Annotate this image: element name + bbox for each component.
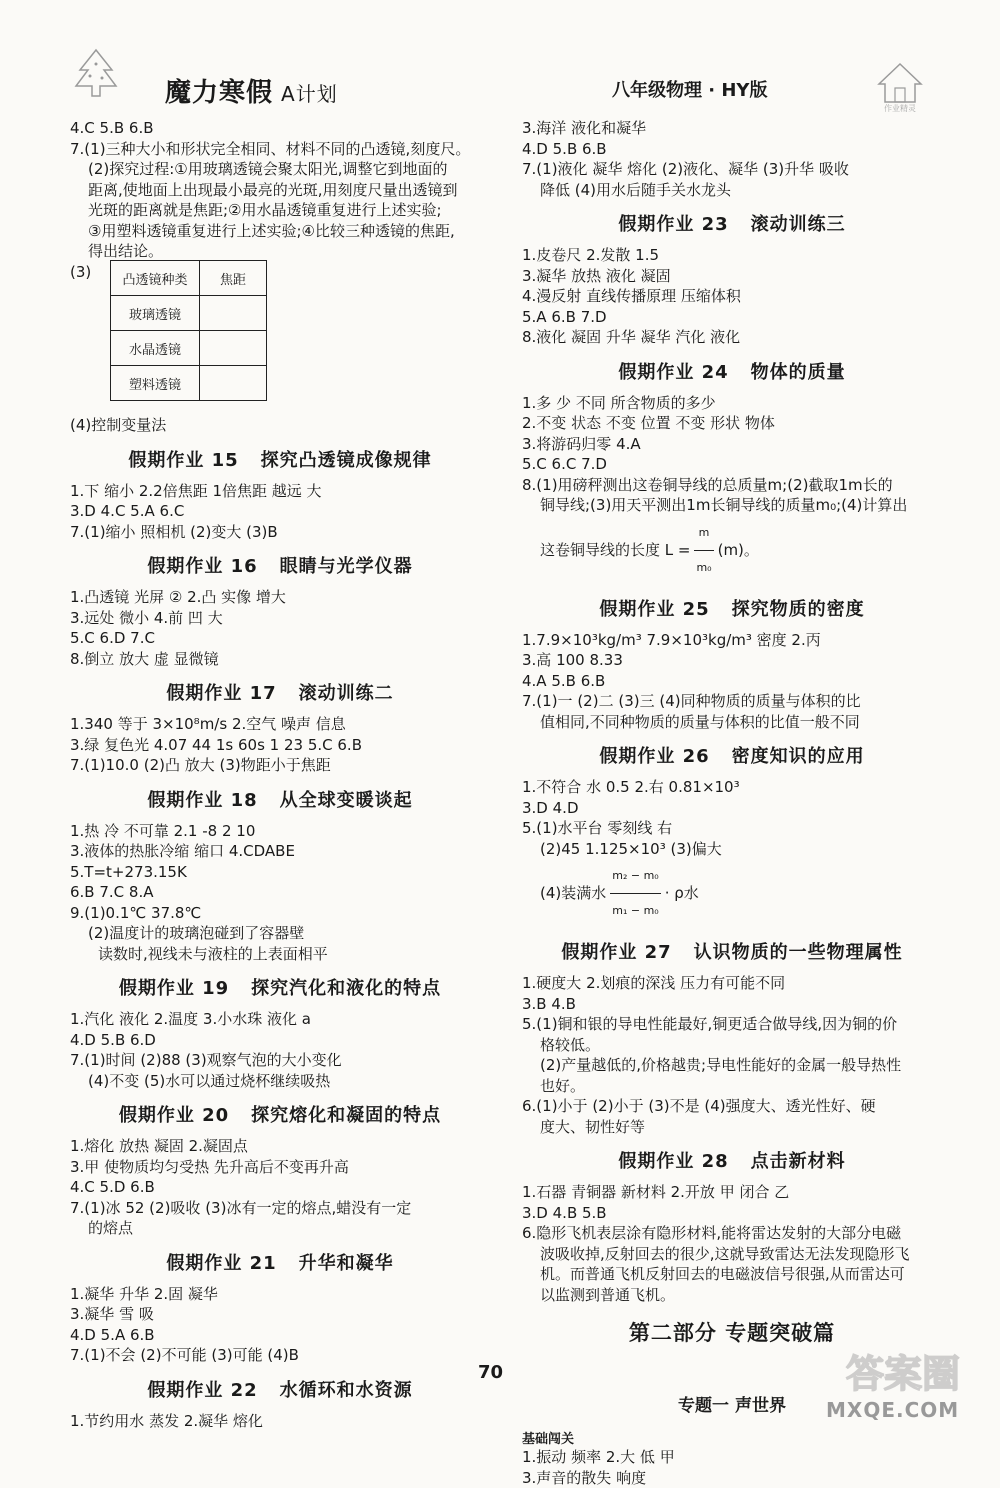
homework-section <box>70 786 490 965</box>
part-title: 第二部分 专题突破篇 <box>522 1317 942 1347</box>
section-number: 假期作业 18 <box>147 790 257 811</box>
homework-section <box>70 974 490 1091</box>
answer-line: 值相同,不同种物质的质量与体积的比值一般不同 <box>522 712 942 733</box>
section-number: 假期作业 24 <box>618 362 728 383</box>
answer-line: 1.下 缩小 2.2倍焦距 1倍焦距 越远 大 <box>70 481 490 502</box>
answer-line: 降低 (4)用水后随手关水龙头 <box>522 180 942 201</box>
section-number: 假期作业 28 <box>618 1151 728 1172</box>
answer-line: 1.7.9×10³kg/m³ 7.9×10³kg/m³ 密度 2.丙 <box>522 630 942 651</box>
table-label: (3) <box>70 262 490 283</box>
section-title <box>70 1376 490 1402</box>
formula-suffix: (m)。 <box>718 541 759 559</box>
answer-line: (2)产量越低的,价格越贵;导电性能好的金属一般导热性 <box>522 1055 942 1076</box>
table-cell: 玻璃透镜 <box>111 296 200 331</box>
formula-prefix: (4)装满水 <box>540 884 606 902</box>
answer-line: 8.倒立 放大 虚 显微镜 <box>70 649 490 670</box>
answer-line: 以监测到普通飞机。 <box>522 1285 942 1306</box>
section-name: 认识物质的一些物理属性 <box>694 942 903 963</box>
section-number: 假期作业 27 <box>561 942 671 963</box>
table-cell <box>200 296 267 331</box>
fraction-numerator: m <box>694 516 713 551</box>
answer-line: 4.漫反射 直线传播原理 压缩体积 <box>522 286 942 307</box>
answer-line: 5.(1)水平台 零刻线 右 <box>522 818 942 839</box>
section-name: 探究物质的密度 <box>732 599 865 620</box>
homework-section <box>522 595 942 733</box>
house-icon <box>875 60 925 112</box>
fraction-denominator: m₁ − m₀ <box>610 894 660 928</box>
brand-plan: A计划 <box>281 82 338 106</box>
answer-line: 5.(1)铜和银的导电性能最好,铜更适合做导线,因为铜的价 <box>522 1014 942 1035</box>
homework-section <box>70 446 490 543</box>
answer-line: 3.液体的热胀冷缩 缩口 4.CDABE <box>70 841 490 862</box>
answer-line: 7.(1)10.0 (2)凸 放大 (3)物距小于焦距 <box>70 755 490 776</box>
section-name: 滚动训练三 <box>751 214 846 235</box>
formula-suffix: · ρ水 <box>665 884 699 902</box>
section-title <box>522 595 942 621</box>
answer-line: 1.振动 频率 2.大 低 甲 <box>522 1447 942 1468</box>
section-title <box>522 1147 942 1173</box>
section-title <box>70 446 490 472</box>
homework-section <box>522 1147 942 1305</box>
answer-line: 1.石器 青铜器 新材料 2.开放 甲 闭合 乙 <box>522 1182 942 1203</box>
topic-title: 专题一 声世界 <box>522 1391 942 1416</box>
section-name: 密度知识的应用 <box>732 746 865 767</box>
answer-line: 7.(1)缩小 照相机 (2)变大 (3)B <box>70 522 490 543</box>
lens-table-block <box>70 262 490 402</box>
table-row <box>111 331 267 366</box>
answer-line: 6.(1)小于 (2)小于 (3)不是 (4)强度大、透光性好、硬 <box>522 1096 942 1117</box>
answer-line: 1.节约用水 蒸发 2.凝华 熔化 <box>70 1411 490 1432</box>
section-number: 假期作业 17 <box>166 683 276 704</box>
section-number: 假期作业 19 <box>119 978 229 999</box>
section-number: 假期作业 22 <box>147 1380 257 1401</box>
section-title <box>70 679 490 705</box>
page-number: 70 <box>478 1362 503 1383</box>
left-sections <box>70 446 490 1432</box>
answer-line: 5.A 6.B 7.D <box>522 307 942 328</box>
table-row <box>111 261 267 296</box>
answer-line: 4.D 5.B 6.B <box>522 139 942 160</box>
table-header-cell: 凸透镜种类 <box>111 261 200 296</box>
table-cell: 塑料透镜 <box>111 366 200 401</box>
homework-section <box>522 210 942 348</box>
answer-line: (2)温度计的玻璃泡碰到了容器壁 <box>70 923 490 944</box>
section-number: 假期作业 26 <box>599 746 709 767</box>
page-header <box>0 0 1000 118</box>
answer-line: 3.D 4.C 5.A 6.C <box>70 501 490 522</box>
brand-title <box>165 72 338 109</box>
answer-line: 4.D 5.A 6.B <box>70 1325 490 1346</box>
watermark-text: MXQE.COM <box>826 1398 959 1422</box>
answer-line: 2.不变 状态 不变 位置 不变 形状 物体 <box>522 413 942 434</box>
table-header-cell: 焦距 <box>200 261 267 296</box>
table-cell <box>200 366 267 401</box>
answer-line: 3.绿 复色光 4.07 44 1s 60s 1 23 5.C 6.B <box>70 735 490 756</box>
answer-line: ③用塑料透镜重复进行上述实验;④比较三种透镜的焦距, <box>70 221 490 242</box>
right-sections <box>522 210 942 1305</box>
section-title <box>70 974 490 1000</box>
answer-line: 7.(1)三种大小和形状完全相同、材料不同的凸透镜,刻度尺。 <box>70 139 490 160</box>
answer-line: 4.D 5.B 6.D <box>70 1030 490 1051</box>
answer-line: 3.远处 微小 4.前 凹 大 <box>70 608 490 629</box>
answer-line: 1.汽化 液化 2.温度 3.小水珠 液化 a <box>70 1009 490 1030</box>
fraction-denominator: m₀ <box>694 551 713 585</box>
answer-line: 4.C 5.D 6.B <box>70 1177 490 1198</box>
answer-line: 1.不符合 水 0.5 2.右 0.81×10³ <box>522 777 942 798</box>
section-title <box>522 210 942 236</box>
answer-line: 1.340 等于 3×10⁸m/s 2.空气 噪声 信息 <box>70 714 490 735</box>
fraction <box>610 859 660 928</box>
section-name: 滚动训练二 <box>299 683 394 704</box>
answer-line: 读数时,视线未与液柱的上表面相平 <box>70 944 490 965</box>
table-cell: 水晶透镜 <box>111 331 200 366</box>
answer-line: 的熔点 <box>70 1218 490 1239</box>
answer-line: 3.凝华 放热 液化 凝固 <box>522 266 942 287</box>
sub-heading: 基础闯关 <box>522 1428 942 1447</box>
section-number: 假期作业 15 <box>128 450 238 471</box>
answer-line: 7.(1)冰 52 (2)吸收 (3)冰有一定的熔点,蜡没有一定 <box>70 1198 490 1219</box>
christmas-tree-icon <box>72 48 120 100</box>
answer-line: 4.C 5.B 6.B <box>70 118 490 139</box>
answer-line: 3.声音的散失 响度 <box>522 1468 942 1488</box>
answer-line: 3.海洋 液化和凝华 <box>522 118 942 139</box>
answer-line: 8.液化 凝固 升华 凝华 汽化 液化 <box>522 327 942 348</box>
section-name: 点击新材料 <box>751 1151 846 1172</box>
control-variable-line: (4)控制变量法 <box>70 415 490 436</box>
answer-line: 得出结论。 <box>70 241 490 262</box>
answer-line: 6.B 7.C 8.A <box>70 882 490 903</box>
lens-focal-table <box>110 260 267 401</box>
section-title <box>70 552 490 578</box>
answer-line: 1.熔化 放热 凝固 2.凝固点 <box>70 1136 490 1157</box>
right-pre-block <box>522 118 942 200</box>
left-pre-block <box>70 118 490 262</box>
answer-line: 3.B 4.B <box>522 994 942 1015</box>
formula-line <box>522 859 942 928</box>
answer-line: 3.D 4.D <box>522 798 942 819</box>
answer-line: 1.凝华 升华 2.固 凝华 <box>70 1284 490 1305</box>
answer-line: 度大、韧性好等 <box>522 1117 942 1138</box>
left-column <box>70 118 490 1431</box>
section-title <box>70 786 490 812</box>
answer-line: 5.C 6.C 7.D <box>522 454 942 475</box>
answer-line: 5.T=t+273.15K <box>70 862 490 883</box>
answer-line: (4)不变 (5)水可以通过烧杯继续吸热 <box>70 1071 490 1092</box>
answer-line: 3.D 4.B 5.B <box>522 1203 942 1224</box>
section-title <box>522 742 942 768</box>
answer-line: 1.凸透镜 光屏 ② 2.凸 实像 增大 <box>70 587 490 608</box>
answer-line: 7.(1)不会 (2)不可能 (3)可能 (4)B <box>70 1345 490 1366</box>
section-name: 物体的质量 <box>751 362 846 383</box>
table-cell <box>200 331 267 366</box>
answer-line: 3.凝华 雪 吸 <box>70 1304 490 1325</box>
formula-line <box>522 516 942 585</box>
answer-line: 9.(1)0.1℃ 37.8℃ <box>70 903 490 924</box>
section-name: 升华和凝华 <box>299 1253 394 1274</box>
section-name: 水循环和水资源 <box>280 1380 413 1401</box>
answer-line: 波吸收掉,反射回去的很少,这就导致雷达无法发现隐形飞 <box>522 1244 942 1265</box>
right-column <box>522 118 942 1488</box>
table-row <box>111 366 267 401</box>
house-caption: 作业精灵 <box>884 103 916 112</box>
homework-section <box>70 1376 490 1432</box>
section-name: 探究熔化和凝固的特点 <box>251 1105 441 1126</box>
section-name: 眼睛与光学仪器 <box>280 556 413 577</box>
section-number: 假期作业 16 <box>147 556 257 577</box>
answer-line: 1.硬度大 2.划痕的深浅 压力有可能不同 <box>522 973 942 994</box>
answer-line: 3.将游码归零 4.A <box>522 434 942 455</box>
answer-line: (2)45 1.125×10³ (3)偏大 <box>522 839 942 860</box>
section-title <box>70 1249 490 1275</box>
section-title <box>522 938 942 964</box>
answer-line: 距离,使地面上出现最小最亮的光斑,用刻度尺量出透镜到 <box>70 180 490 201</box>
answer-line: 7.(1)液化 凝华 熔化 (2)液化、凝华 (3)升华 吸收 <box>522 159 942 180</box>
answer-line: 光斑的距离就是焦距;②用水晶透镜重复进行上述实验; <box>70 200 490 221</box>
section-number: 假期作业 25 <box>599 599 709 620</box>
section-number: 假期作业 21 <box>166 1253 276 1274</box>
table-row <box>111 296 267 331</box>
answer-line: 1.皮卷尺 2.发散 1.5 <box>522 245 942 266</box>
answer-line: 6.隐形飞机表层涂有隐形材料,能将雷达发射的大部分电磁 <box>522 1223 942 1244</box>
answer-line: 5.C 6.D 7.C <box>70 628 490 649</box>
homework-section <box>70 1101 490 1239</box>
answer-line: 8.(1)用磅秤测出这卷铜导线的总质量m;(2)截取1m长的 <box>522 475 942 496</box>
section-number: 假期作业 23 <box>618 214 728 235</box>
answer-line: 格较低。 <box>522 1035 942 1056</box>
answer-line: 3.甲 使物质均匀受热 先升高后不变再升高 <box>70 1157 490 1178</box>
answer-line: 3.高 100 8.33 <box>522 650 942 671</box>
section-title <box>522 358 942 384</box>
section-name: 从全球变暖谈起 <box>280 790 413 811</box>
answer-line: 7.(1)时间 (2)88 (3)观察气泡的大小变化 <box>70 1050 490 1071</box>
fraction-numerator: m₂ − m₀ <box>610 859 660 894</box>
homework-section <box>70 552 490 669</box>
section-name: 探究凸透镜成像规律 <box>261 450 432 471</box>
answer-line: 4.A 5.B 6.B <box>522 671 942 692</box>
homework-section <box>522 742 942 928</box>
homework-section <box>522 358 942 585</box>
answer-line: 1.热 冷 不可靠 2.1 -8 2 10 <box>70 821 490 842</box>
subject-label: 八年级物理 · HY版 <box>612 76 767 102</box>
fraction <box>694 516 713 585</box>
watermark-logo-text: 答案圈 <box>846 1352 960 1396</box>
section-name: 探究汽化和液化的特点 <box>251 978 441 999</box>
homework-section <box>70 679 490 776</box>
answer-line: 铜导线;(3)用天平测出1m长铜导线的质量m₀;(4)计算出 <box>522 495 942 516</box>
section-title <box>70 1101 490 1127</box>
answer-line: (2)探究过程:①用玻璃透镜会聚太阳光,调整它到地面的 <box>70 159 490 180</box>
brand-name: 魔力寒假 <box>165 78 273 108</box>
answer-line: 7.(1)一 (2)二 (3)三 (4)同种物质的质量与体积的比 <box>522 691 942 712</box>
answer-line: 也好。 <box>522 1076 942 1097</box>
formula-prefix: 这卷铜导线的长度 L = <box>540 541 690 559</box>
homework-section <box>70 1249 490 1366</box>
right-tail-block <box>522 1447 942 1488</box>
section-number: 假期作业 20 <box>119 1105 229 1126</box>
answer-line: 机。而普通飞机反射回去的电磁波信号很强,从而雷达可 <box>522 1264 942 1285</box>
homework-section <box>522 938 942 1137</box>
answer-line: 1.多 少 不同 所含物质的多少 <box>522 393 942 414</box>
